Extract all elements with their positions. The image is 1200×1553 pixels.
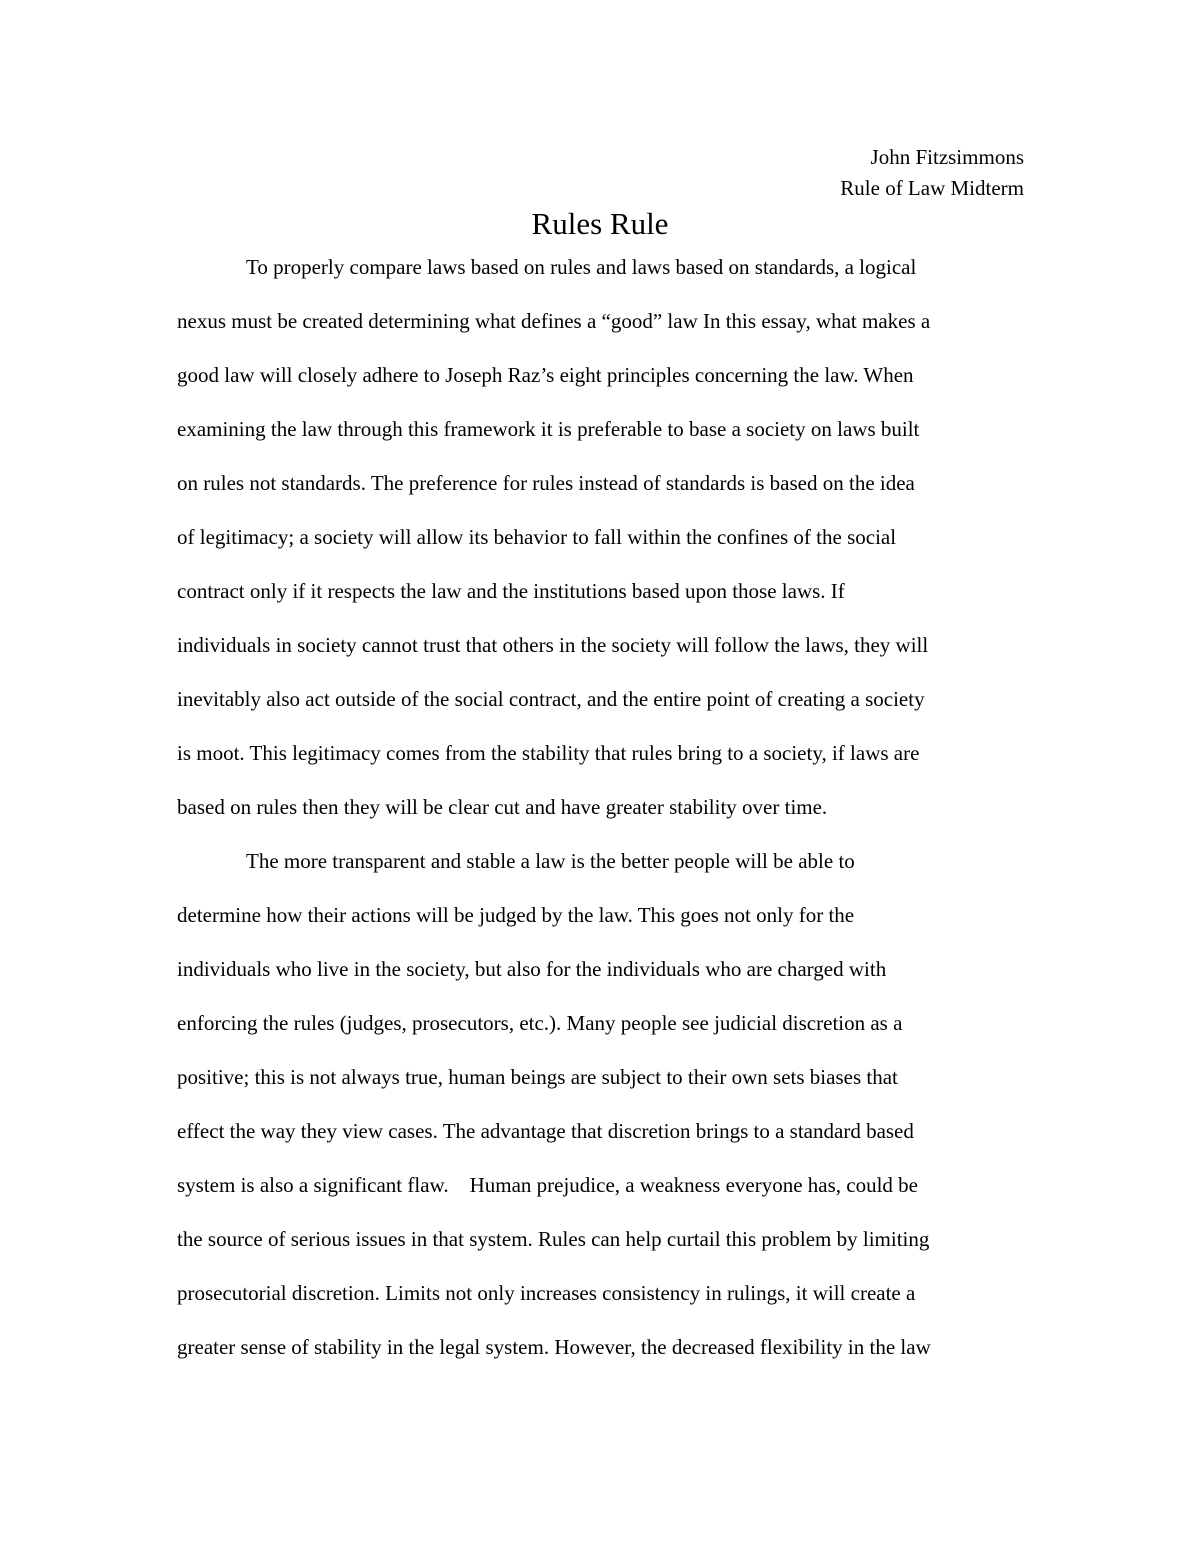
body-line: enforcing the rules (judges, prosecutors, etc.). Many people see judicial discretion as a (177, 1011, 903, 1035)
body-line: The more transparent and stable a law is the better people will be able to (246, 849, 855, 873)
body-line: good law will closely adhere to Joseph Raz’s eight principles concerning the law. When (177, 363, 914, 387)
body-line: inevitably also act outside of the social contract, and the entire point of creating a society (177, 687, 925, 711)
body-line: system is also a significant flaw. Human prejudice, a weakness everyone has, could be (177, 1173, 918, 1197)
body-line: To properly compare laws based on rules and laws based on standards, a logical (246, 255, 917, 279)
header-block (840, 142, 1024, 204)
body-line: effect the way they view cases. The advantage that discretion brings to a standard based (177, 1119, 914, 1143)
body-line: greater sense of stability in the legal system. However, the decreased flexibility in the law (177, 1335, 931, 1359)
course-name: Rule of Law Midterm (840, 176, 1024, 200)
body-line: of legitimacy; a society will allow its behavior to fall within the confines of the social (177, 525, 897, 549)
body-line: examining the law through this framework it is preferable to base a society on laws built (177, 417, 920, 441)
body-line: positive; this is not always true, human beings are subject to their own sets biases that (177, 1065, 898, 1089)
body-line: is moot. This legitimacy comes from the stability that rules bring to a society, if laws are (177, 741, 920, 765)
body-line: nexus must be created determining what defines a “good” law In this essay, what makes a (177, 309, 931, 333)
body-line: contract only if it respects the law and the institutions based upon those laws. If (177, 579, 845, 603)
essay-title: Rules Rule (531, 206, 669, 241)
body-line: determine how their actions will be judged by the law. This goes not only for the (177, 903, 855, 927)
body-line: individuals in society cannot trust that others in the society will follow the laws, they will (177, 633, 929, 657)
body-line: on rules not standards. The preference for rules instead of standards is based on the idea (177, 471, 915, 495)
body-line: the source of serious issues in that system. Rules can help curtail this problem by limiting (177, 1227, 930, 1251)
body-line: based on rules then they will be clear cut and have greater stability over time. (177, 795, 828, 819)
author-name: John Fitzsimmons (870, 145, 1024, 169)
body-line: prosecutorial discretion. Limits not only increases consistency in rulings, it will create a (177, 1281, 916, 1305)
body-line: individuals who live in the society, but also for the individuals who are charged with (177, 957, 887, 981)
